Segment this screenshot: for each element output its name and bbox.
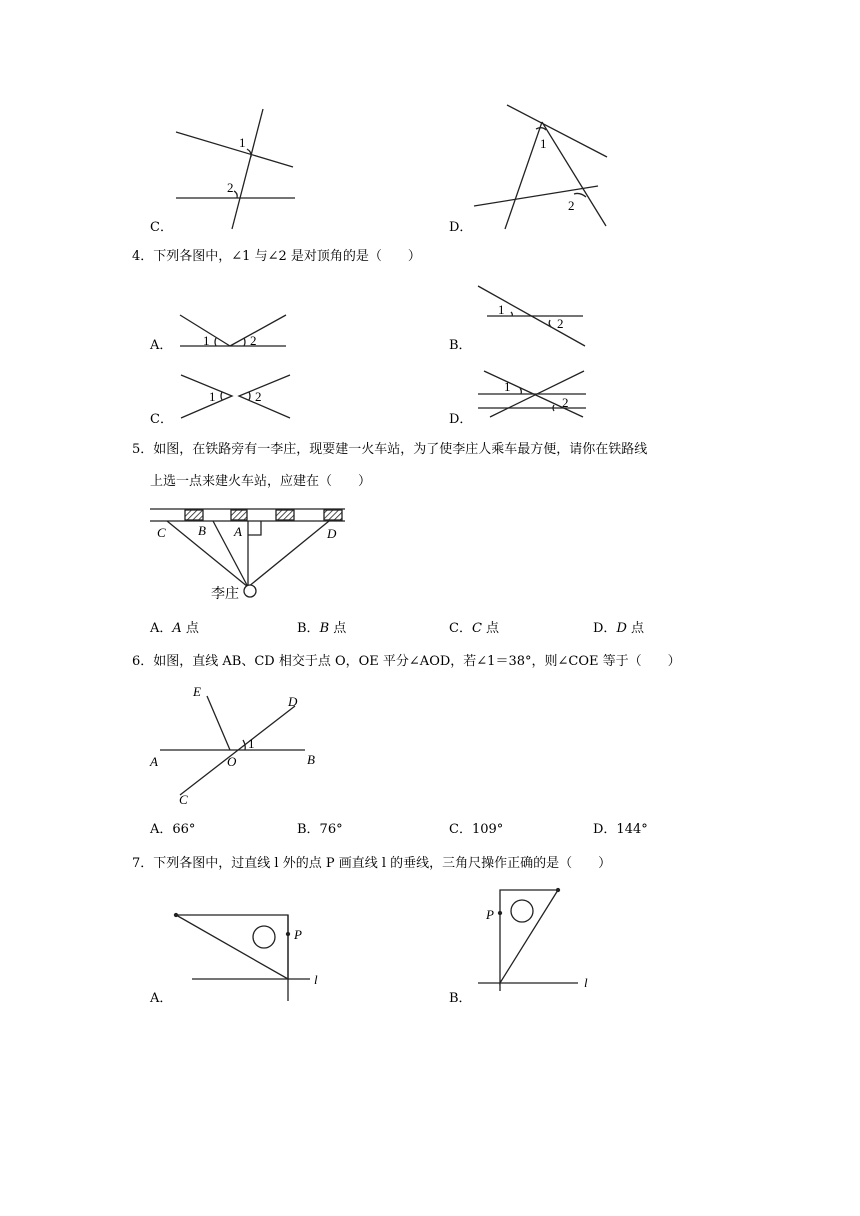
q5-label-c: C <box>157 525 166 540</box>
q5-line-b <box>213 521 248 587</box>
q5-stem-line2: 上选一点来建火车站，应建在（ ） <box>150 474 372 489</box>
q3-figure-d <box>470 100 615 230</box>
q4c-left-angle <box>181 375 232 418</box>
q4b-angle1-label: 1 <box>498 302 505 317</box>
q4-figure-c <box>178 372 293 422</box>
q3c-angle2-arc <box>234 191 237 198</box>
q5-stem-line1: 5．如图，在铁路旁有一李庄，现要建一火车站，为了使李庄人乘车最方便，请你在铁路线 <box>132 442 648 457</box>
q5-option-d <box>593 621 644 637</box>
q4a-angle1-arc <box>215 338 216 346</box>
q4-figure-b <box>475 284 590 349</box>
q6-stem: 6．如图，直线 AB、CD 相交于点 O，OE 平分∠AOD，若∠1＝38°，则∠COE 等于（ ） <box>132 654 681 669</box>
q7a-point-p <box>287 933 290 936</box>
q7a-vertex-dot <box>175 914 178 917</box>
q5-label-d: D <box>327 526 337 541</box>
q4-figure-a <box>178 312 293 352</box>
q4c-angle2-label: 2 <box>255 389 262 404</box>
q5-option-c-suffix: 点 <box>481 621 500 636</box>
q4-option-a: A． <box>150 338 173 353</box>
q5-option-b <box>297 621 346 637</box>
q4a-angle2-label: 2 <box>250 333 257 348</box>
q7b-triangle-ruler <box>500 890 558 983</box>
q4c-angle1-label: 1 <box>209 389 216 404</box>
q4-option-c: C． <box>150 412 173 427</box>
q7a-label-p: P <box>294 927 302 942</box>
q6-option-c: C．109° <box>449 822 504 837</box>
q5-option-a-letter: A <box>172 621 182 636</box>
q3c-line-upper <box>176 132 293 167</box>
q5-label-village: 李庄 <box>211 586 239 602</box>
q6-option-a: A．66° <box>150 822 196 837</box>
q4a-angle2-arc <box>244 338 245 346</box>
q7a-triangle-ruler <box>176 915 288 979</box>
q4-figure-d <box>476 368 591 420</box>
q3-figure-c <box>170 105 300 230</box>
q5-option-a <box>150 621 199 637</box>
q4-stem: 4．下列各图中，∠1 与∠2 是对顶角的是（ ） <box>132 249 421 264</box>
q5-line-d <box>248 521 329 587</box>
q5-village-point <box>244 585 256 597</box>
q3c-transversal <box>232 109 263 229</box>
q4-option-d: D． <box>449 412 473 427</box>
q6-label-b: B <box>307 752 315 767</box>
q3-option-c-label: C． <box>150 220 173 235</box>
q5-option-b-prefix: B． <box>297 621 320 636</box>
q6-label-o: O <box>227 754 237 769</box>
q3-option-d-label: D． <box>449 220 473 235</box>
q7-figure-a <box>170 908 330 1003</box>
q5-label-b: B <box>198 523 206 538</box>
q7b-label-p: P <box>486 907 494 922</box>
q3d-line-bottom <box>474 186 598 206</box>
q4-option-b: B． <box>449 338 472 353</box>
q5-option-c-prefix: C． <box>449 621 472 636</box>
q5-option-b-suffix: 点 <box>329 621 347 636</box>
q4b-angle2-arc <box>549 320 551 327</box>
q4c-right-angle <box>239 375 290 418</box>
q7b-label-l: l <box>584 975 588 990</box>
q4d-angle1-label: 1 <box>504 379 511 394</box>
q4d-angle2-label: 2 <box>562 395 569 410</box>
q7-figure-b <box>478 885 598 995</box>
q7b-point-p <box>499 912 502 915</box>
q7a-ruler-hole <box>253 926 275 948</box>
q6-label-e: E <box>193 684 201 699</box>
q7-option-b: B． <box>449 991 472 1006</box>
q5-rail-segment-3 <box>276 510 294 520</box>
q3c-angle2-label: 2 <box>227 180 234 195</box>
q7-option-a: A． <box>150 991 173 1006</box>
q4b-angle2-label: 2 <box>557 316 564 331</box>
q6-label-c: C <box>179 792 188 807</box>
q3d-angle1-label: 1 <box>540 136 547 151</box>
q5-label-a: A <box>234 524 242 539</box>
q4c-angle1-arc <box>221 392 222 400</box>
q4d-angle1-arc <box>520 388 521 394</box>
q5-option-c-letter: C <box>471 621 482 636</box>
q5-option-d-suffix: 点 <box>626 621 645 636</box>
q5-figure-railway <box>145 505 355 605</box>
q5-option-a-suffix: 点 <box>181 621 199 636</box>
q6-ray-oe <box>207 696 230 750</box>
q7b-vertex-dot <box>557 889 560 892</box>
q6-option-b: B．76° <box>297 822 343 837</box>
q7-stem: 7．下列各图中，过直线 l 外的点 P 画直线 l 的垂线，三角尺操作正确的是（ ） <box>132 856 612 871</box>
q5-option-c <box>449 621 499 637</box>
q5-option-a-prefix: A． <box>150 621 173 636</box>
q6-figure-lines <box>145 680 335 805</box>
q6-label-d: D <box>288 694 298 709</box>
q4c-angle2-arc <box>249 392 250 400</box>
q5-option-b-letter: B <box>319 621 330 636</box>
q3c-angle1-label: 1 <box>239 135 246 150</box>
q7a-label-l: l <box>314 972 318 987</box>
q6-angle1-label: 1 <box>248 736 255 751</box>
q3d-angle1-arc <box>536 128 546 130</box>
q5-option-d-prefix: D． <box>593 621 617 636</box>
q3d-line-top <box>507 105 607 157</box>
q6-option-d: D．144° <box>593 822 648 837</box>
q4a-angle1-label: 1 <box>203 333 210 348</box>
q4a-right-ray <box>230 315 286 346</box>
q3d-angle2-label: 2 <box>568 198 575 213</box>
q5-rail-segment-1 <box>185 510 203 520</box>
q3d-line-left <box>505 122 542 229</box>
q7b-ruler-hole <box>511 900 533 922</box>
q3d-angle2-arc <box>574 193 586 197</box>
q5-right-angle-mark <box>248 521 261 535</box>
q6-label-a: A <box>150 754 158 769</box>
q5-rail-segment-2 <box>231 510 247 520</box>
q5-option-d-letter: D <box>616 621 627 636</box>
q5-rail-segment-4 <box>324 510 342 520</box>
